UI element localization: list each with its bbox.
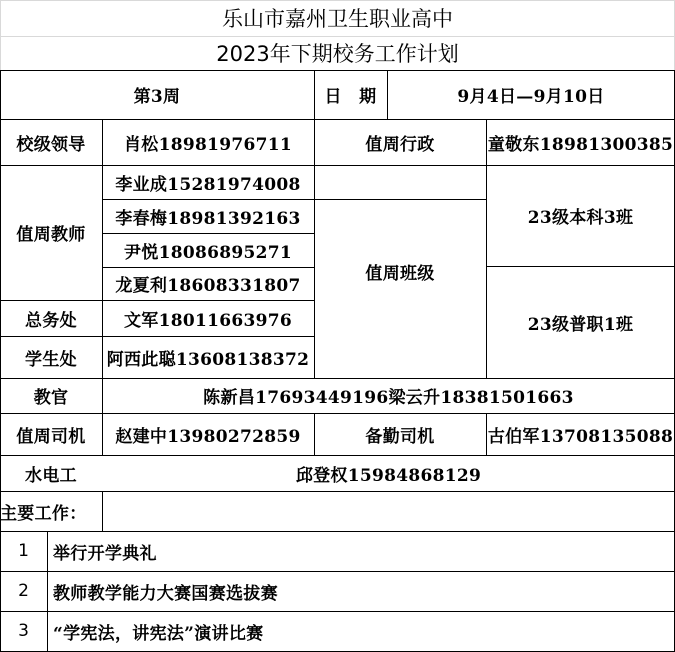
leader-value: 肖松18981976711 <box>123 134 292 155</box>
instructor-value: 陈新昌17693449196梁云升18381501663 <box>203 388 574 408</box>
duty-class-2: 23级普职1班 <box>527 314 634 335</box>
work-item-text: “学宪法，讲宪法”演讲比赛 <box>53 623 264 644</box>
general-value: 文军18011663976 <box>123 310 292 331</box>
leader-label: 校级领导 <box>16 134 86 155</box>
work-item-number: 2 <box>18 581 29 601</box>
backup-driver-label: 备勤司机 <box>365 426 435 447</box>
plan-title: 2023年下期校务工作计划 <box>216 42 459 66</box>
teachers-label: 值周教师 <box>16 225 86 245</box>
driver-value: 赵建中13980272859 <box>115 426 301 447</box>
admin-value: 童敬东18981300385 <box>487 134 674 155</box>
student-value: 阿西此聪13608138372 <box>106 349 310 370</box>
work-item-number: 1 <box>18 541 29 561</box>
teacher-item: 李春梅18981392163 <box>115 208 301 229</box>
utility-label: 水电工 <box>25 465 77 486</box>
backup-driver-value: 古伯军13708135088 <box>487 426 674 447</box>
teacher-item: 龙夏利18608331807 <box>115 276 301 296</box>
driver-label: 值周司机 <box>16 426 86 447</box>
duty-class-1: 23级本科3班 <box>527 208 634 228</box>
main-work-label: 主要工作： <box>0 503 87 524</box>
week-label: 第3周 <box>133 87 181 107</box>
admin-label: 值周行政 <box>365 134 435 155</box>
date-label: 日 期 <box>324 87 377 107</box>
utility-value: 邱登权15984868129 <box>295 465 482 486</box>
date-value: 9月4日—9月10日 <box>457 87 605 107</box>
instructor-label: 教官 <box>33 388 69 408</box>
duty-class-label: 值周班级 <box>365 264 435 284</box>
general-label: 总务处 <box>25 310 77 331</box>
work-item-text: 教师教学能力大赛国赛选拔赛 <box>53 583 278 604</box>
school-name: 乐山市嘉州卫生职业高中 <box>222 7 453 31</box>
work-item-text: 举行开学典礼 <box>53 543 157 564</box>
teacher-item: 尹悦18086895271 <box>123 242 292 263</box>
student-label: 学生处 <box>25 349 77 370</box>
teacher-item: 李业成15281974008 <box>115 174 301 195</box>
work-item-number: 3 <box>18 621 29 641</box>
